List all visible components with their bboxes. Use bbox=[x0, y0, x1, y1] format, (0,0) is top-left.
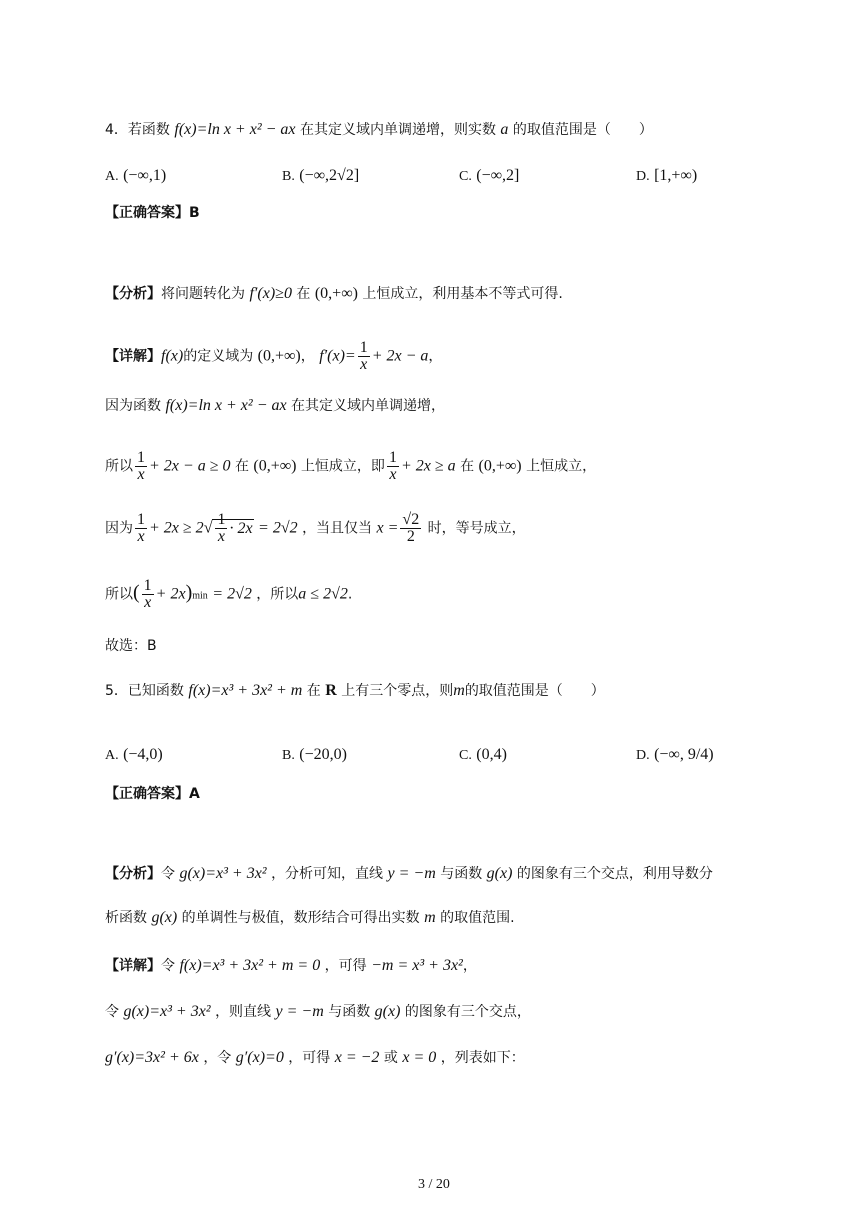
q4-answer: 【正确答案】B bbox=[105, 205, 200, 221]
q4-stem: 4．若函数 f(x)=ln x + x² − ax 在其定义域内单调递增，则实数 a 的取值范围是（ ） bbox=[105, 121, 653, 138]
q4-detail-line5: 所以( $\frac{1}{x}$ + 2x)min = 2√2 ，所以a ≤ 2√2. bbox=[105, 577, 353, 611]
q4-detail-line2: 因为函数 f(x)=ln x + x² − ax 在其定义域内单调递增， bbox=[105, 397, 446, 414]
page-number: 3 / 20 bbox=[418, 1177, 450, 1192]
q5-analysis-line1: 【分析】令 g(x)=x³ + 3x² ，分析可知，直线 y = −m 与函数 g(x) 的图象有三个交点，利用导数分 bbox=[105, 865, 713, 882]
q4-option-d: D. [1,+∞) bbox=[636, 167, 698, 184]
fraction: $\frac{√2}{2}$ bbox=[402, 511, 420, 545]
q5-option-c: C. (0,4) bbox=[459, 746, 507, 763]
q5-option-a: A. (−4,0) bbox=[105, 746, 163, 763]
q4-analysis: 【分析】将问题转化为 f′(x)≥0 在 (0,+∞) 上恒成立，利用基本不等式可得. bbox=[105, 285, 563, 302]
fraction: $\frac{1}{x}$ bbox=[137, 511, 145, 545]
q5-analysis-line2: 析函数 g(x) 的单调性与极值，数形结合可得出实数 m 的取值范围. bbox=[105, 909, 515, 926]
q4-option-a: A. (−∞,1) bbox=[105, 167, 167, 184]
q5-detail-line2: 令 g(x)=x³ + 3x² ，则直线 y = −m 与函数 g(x) 的图象有三个交点， bbox=[105, 1003, 531, 1020]
q4-detail-line1: 【详解】f(x)的定义域为 (0,+∞)， f′(x)= $\frac{1}{x}$ + 2x − a， bbox=[105, 339, 443, 373]
q4-option-b: B. (−∞,2√2] bbox=[282, 167, 360, 184]
math: f(x)=ln x + x² − ax bbox=[174, 121, 296, 138]
sqrt-expression: $\frac{1}{x}$ · 2x bbox=[212, 519, 253, 537]
q5-option-b: B. (−20,0) bbox=[282, 746, 347, 763]
q5-detail-line1: 【详解】令 f(x)=x³ + 3x² + m = 0 ，可得 −m = x³ + 3x²， bbox=[105, 957, 477, 974]
q4-option-c: C. (−∞,2] bbox=[459, 167, 520, 184]
fraction: $\frac{1}{x}$ bbox=[137, 449, 145, 483]
q5-stem: 5．已知函数 f(x)=x³ + 3x² + m 在 R 上有三个零点，则m的取值范围是（ ） bbox=[105, 682, 605, 699]
q4-detail-line3: 所以 $\frac{1}{x}$ + 2x − a ≥ 0 在 (0,+∞) 上恒成立，即 $\frac{1}{x}$ + 2x ≥ a 在 (0,+∞) 上恒成立， bbox=[105, 449, 597, 483]
q4-detail-line4: 因为 $\frac{1}{x}$ + 2x ≥ 2√ $\frac{1}{x}$ · 2x = 2√2 ，当且仅当 x = $\frac{√2}{2}$ 时，等号成立， bbox=[105, 511, 526, 546]
q4-choice: 故选：B bbox=[105, 638, 157, 654]
q5-option-d: D. (−∞, 9/4) bbox=[636, 746, 714, 763]
q5-answer: 【正确答案】A bbox=[105, 786, 200, 802]
fraction: $\frac{1}{x}$ bbox=[143, 577, 152, 611]
fraction: $\frac{1}{x}$ bbox=[388, 449, 397, 483]
fraction: $\frac{1}{x}$ bbox=[359, 339, 368, 373]
q5-detail-line3: g′(x)=3x² + 6x ，令 g′(x)=0 ，可得 x = −2 或 x = 0 ，列表如下： bbox=[105, 1049, 525, 1066]
